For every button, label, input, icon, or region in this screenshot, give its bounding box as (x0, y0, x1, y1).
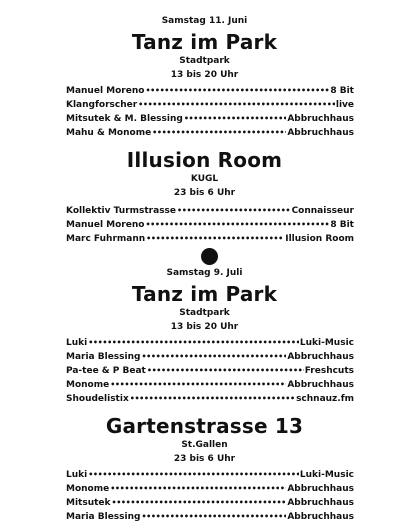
dot-leader (152, 126, 286, 139)
lineup-row (66, 350, 354, 363)
artist-label: 8 Bit (330, 85, 354, 96)
event-location: St.Gallen (181, 440, 228, 450)
lineup-row (66, 468, 354, 481)
event-date: Samstag 11. Juni (161, 16, 248, 26)
event-time: 13 bis 20 Uhr (170, 322, 239, 332)
event-title: Tanz im Park (131, 30, 278, 54)
lineup-row (66, 204, 354, 217)
artist-label: Connaisseur (291, 205, 354, 216)
dot-leader (145, 218, 329, 231)
artist-name: Monome (66, 483, 110, 494)
lineup-row (66, 510, 354, 523)
dot-leader (177, 204, 291, 217)
lineup-row (66, 496, 354, 509)
artist-name: Luki (66, 337, 88, 348)
artist-label: Abbruchhaus (287, 351, 354, 362)
artist-label: Abbruchhaus (287, 497, 354, 508)
lineup-row (66, 218, 354, 231)
lineup-row (66, 364, 354, 377)
lineup-row (66, 112, 354, 125)
dot-leader (88, 468, 299, 481)
dot-leader (146, 232, 284, 245)
artist-name: Pa-tee & P Beat (66, 365, 146, 376)
event-date: Samstag 9. Juli (166, 268, 243, 278)
artist-label: 8 Bit (330, 219, 354, 230)
dot-leader (88, 336, 299, 349)
artist-label: schnauz.fm (296, 393, 354, 404)
artist-label: Abbruchhaus (287, 511, 354, 522)
separator-dot (201, 248, 218, 265)
artist-label: Abbruchhaus (287, 483, 354, 494)
dot-leader (138, 98, 335, 111)
artist-name: Luki (66, 469, 88, 480)
dot-leader (145, 84, 329, 97)
event-location: Stadtpark (179, 308, 230, 318)
artist-name: Klangforscher (66, 99, 138, 110)
artist-label: Luki-Music (299, 337, 354, 348)
lineup-row (66, 84, 354, 97)
artist-name: Marc Fuhrmann (66, 233, 146, 244)
artist-name: Monome (66, 379, 110, 390)
artist-name: Manuel Moreno (66, 219, 145, 230)
artist-name: Maria Blessing (66, 511, 141, 522)
event-time: 23 bis 6 Uhr (173, 188, 236, 198)
artist-name: Mitsutek (66, 497, 111, 508)
artist-label: Illusion Room (285, 233, 354, 244)
lineup-row (66, 392, 354, 405)
artist-label: Abbruchhaus (287, 379, 354, 390)
artist-label: Abbruchhaus (287, 113, 354, 124)
event-time: 23 bis 6 Uhr (173, 454, 236, 464)
dot-leader (147, 364, 304, 377)
artist-label: live (335, 99, 354, 110)
event-title: Illusion Room (126, 148, 283, 172)
lineup-row (66, 482, 354, 495)
artist-name: Manuel Moreno (66, 85, 145, 96)
lineup-row (66, 232, 354, 245)
artist-label: Freshcuts (304, 365, 354, 376)
dot-leader (184, 112, 286, 125)
dot-leader (141, 350, 286, 363)
event-location: Stadtpark (179, 56, 230, 66)
lineup-row (66, 378, 354, 391)
artist-name: Shoudelistix (66, 393, 129, 404)
lineup-row (66, 98, 354, 111)
dot-leader (112, 496, 287, 509)
dot-leader (130, 392, 295, 405)
event-location: KUGL (190, 174, 219, 184)
dot-leader (141, 510, 286, 523)
artist-name: Mitsutek & M. Blessing (66, 113, 183, 124)
artist-name: Maria Blessing (66, 351, 141, 362)
artist-label: Abbruchhaus (287, 127, 354, 138)
artist-name: Mahu & Monome (66, 127, 152, 138)
event-time: 13 bis 20 Uhr (170, 70, 239, 80)
artist-name: Kollektiv Turmstrasse (66, 205, 177, 216)
dot-leader (110, 482, 286, 495)
event-title: Gartenstrasse 13 (105, 414, 304, 438)
dot-leader (110, 378, 286, 391)
artist-label: Luki-Music (299, 469, 354, 480)
lineup-row (66, 336, 354, 349)
event-title: Tanz im Park (131, 282, 278, 306)
lineup-row (66, 126, 354, 139)
